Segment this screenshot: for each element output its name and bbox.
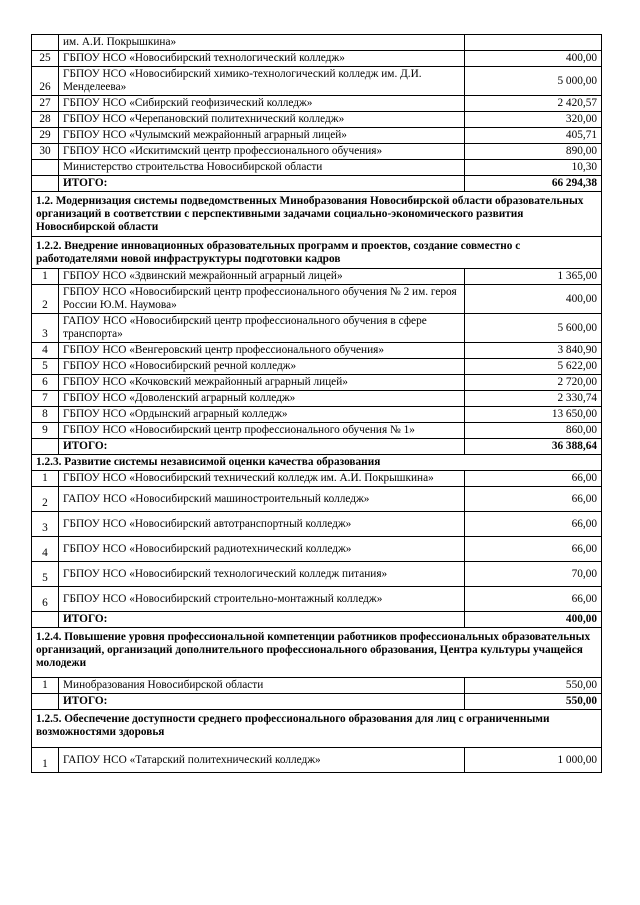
amount: 5 622,00 bbox=[465, 359, 602, 375]
organization-name: ГБПОУ НСО «Кочковский межрайонный аграрный лицей» bbox=[59, 375, 465, 391]
table-row bbox=[32, 269, 602, 285]
subsection-header-row bbox=[32, 455, 602, 471]
subsection-title: 1.2.2. Внедрение инновационных образовательных программ и проектов, создание совместно с работодателями новой инфраструктуры подготовки кадров bbox=[32, 237, 602, 269]
organization-name: ГБПОУ НСО «Сибирский геофизический колледж» bbox=[59, 96, 465, 112]
row-number: 2 bbox=[32, 285, 59, 314]
subsection-header-row bbox=[32, 237, 602, 269]
table-row bbox=[32, 314, 602, 343]
subsection-header-row bbox=[32, 628, 602, 678]
total-row bbox=[32, 612, 602, 628]
table-row bbox=[32, 67, 602, 96]
row-number: 5 bbox=[32, 562, 59, 587]
row-number: 1 bbox=[32, 748, 59, 773]
amount: 70,00 bbox=[465, 562, 602, 587]
row-number bbox=[32, 160, 59, 176]
total-amount: 36 388,64 bbox=[465, 439, 602, 455]
organization-name: Минобразования Новосибирской области bbox=[59, 678, 465, 694]
row-number: 8 bbox=[32, 407, 59, 423]
row-number: 9 bbox=[32, 423, 59, 439]
total-row bbox=[32, 176, 602, 192]
amount: 2 720,00 bbox=[465, 375, 602, 391]
table-row bbox=[32, 144, 602, 160]
amount: 400,00 bbox=[465, 285, 602, 314]
row-number: 29 bbox=[32, 128, 59, 144]
row-number: 25 bbox=[32, 51, 59, 67]
organization-name: ГБПОУ НСО «Здвинский межрайонный аграрный лицей» bbox=[59, 269, 465, 285]
table-row bbox=[32, 35, 602, 51]
organization-name: ГАПОУ НСО «Новосибирский машиностроительный колледж» bbox=[59, 487, 465, 512]
total-label: ИТОГО: bbox=[59, 176, 465, 192]
row-number bbox=[32, 35, 59, 51]
table-row bbox=[32, 375, 602, 391]
row-number: 1 bbox=[32, 269, 59, 285]
table-row bbox=[32, 748, 602, 773]
subsection-header-row bbox=[32, 710, 602, 748]
table-row bbox=[32, 112, 602, 128]
amount: 66,00 bbox=[465, 471, 602, 487]
organization-name: ГБПОУ НСО «Искитимский центр профессионального обучения» bbox=[59, 144, 465, 160]
table-row bbox=[32, 285, 602, 314]
row-number: 30 bbox=[32, 144, 59, 160]
total-row bbox=[32, 694, 602, 710]
amount: 66,00 bbox=[465, 487, 602, 512]
amount: 2 420,57 bbox=[465, 96, 602, 112]
amount: 5 600,00 bbox=[465, 314, 602, 343]
row-number: 28 bbox=[32, 112, 59, 128]
table-row bbox=[32, 487, 602, 512]
subsection-title: 1.2.5. Обеспечение доступности среднего профессионального образования для лиц с ограниченными возможностями здоровья bbox=[32, 710, 602, 748]
table-row bbox=[32, 471, 602, 487]
subsection-title: 1.2.3. Развитие системы независимой оценки качества образования bbox=[32, 455, 602, 471]
amount: 2 330,74 bbox=[465, 391, 602, 407]
organization-name: Министерство строительства Новосибирской области bbox=[59, 160, 465, 176]
table-row bbox=[32, 51, 602, 67]
amount: 3 840,90 bbox=[465, 343, 602, 359]
amount: 66,00 bbox=[465, 537, 602, 562]
organization-name: ГБПОУ НСО «Новосибирский речной колледж» bbox=[59, 359, 465, 375]
section-title: 1.2. Модернизация системы подведомственных Минобразования Новосибирской области образовательных организаций в соответствии с перспективными задачами социально-экономического развития Новосибирской области bbox=[32, 192, 602, 237]
row-number: 3 bbox=[32, 314, 59, 343]
organization-name: ГБПОУ НСО «Ордынский аграрный колледж» bbox=[59, 407, 465, 423]
organization-name: ГБПОУ НСО «Черепановский политехнический колледж» bbox=[59, 112, 465, 128]
table-row bbox=[32, 678, 602, 694]
table-row bbox=[32, 359, 602, 375]
total-label: ИТОГО: bbox=[59, 694, 465, 710]
table-row bbox=[32, 587, 602, 612]
amount bbox=[465, 35, 602, 51]
row-number: 6 bbox=[32, 587, 59, 612]
organization-name: ГБПОУ НСО «Новосибирский радиотехнический колледж» bbox=[59, 537, 465, 562]
amount: 320,00 bbox=[465, 112, 602, 128]
budget-table bbox=[31, 34, 602, 773]
row-number: 1 bbox=[32, 471, 59, 487]
table-row bbox=[32, 423, 602, 439]
total-amount: 400,00 bbox=[465, 612, 602, 628]
organization-name: ГБПОУ НСО «Новосибирский центр профессионального обучения № 1» bbox=[59, 423, 465, 439]
table-row bbox=[32, 128, 602, 144]
row-number: 4 bbox=[32, 343, 59, 359]
organization-name: ГБПОУ НСО «Новосибирский технологический колледж» bbox=[59, 51, 465, 67]
organization-name: ГБПОУ НСО «Новосибирский технологический колледж питания» bbox=[59, 562, 465, 587]
organization-name: ГБПОУ НСО «Чулымский межрайонный аграрный лицей» bbox=[59, 128, 465, 144]
organization-name: ГБПОУ НСО «Новосибирский строительно-монтажный колледж» bbox=[59, 587, 465, 612]
organization-name: ГАПОУ НСО «Татарский политехнический колледж» bbox=[59, 748, 465, 773]
row-number: 27 bbox=[32, 96, 59, 112]
amount: 550,00 bbox=[465, 678, 602, 694]
row-number: 5 bbox=[32, 359, 59, 375]
organization-name: ГАПОУ НСО «Новосибирский центр профессионального обучения в сфере транспорта» bbox=[59, 314, 465, 343]
table-row bbox=[32, 96, 602, 112]
organization-name: ГБПОУ НСО «Новосибирский технический колледж им. А.И. Покрышкина» bbox=[59, 471, 465, 487]
table-row bbox=[32, 160, 602, 176]
organization-name: ГБПОУ НСО «Доволенский аграрный колледж» bbox=[59, 391, 465, 407]
row-number: 26 bbox=[32, 67, 59, 96]
amount: 1 365,00 bbox=[465, 269, 602, 285]
amount: 10,30 bbox=[465, 160, 602, 176]
total-row bbox=[32, 439, 602, 455]
total-label: ИТОГО: bbox=[59, 612, 465, 628]
table-row bbox=[32, 407, 602, 423]
row-number: 7 bbox=[32, 391, 59, 407]
amount: 405,71 bbox=[465, 128, 602, 144]
row-number: 3 bbox=[32, 512, 59, 537]
total-amount: 550,00 bbox=[465, 694, 602, 710]
row-number: 1 bbox=[32, 678, 59, 694]
total-amount: 66 294,38 bbox=[465, 176, 602, 192]
row-number: 6 bbox=[32, 375, 59, 391]
organization-name: ГБПОУ НСО «Венгеровский центр профессионального обучения» bbox=[59, 343, 465, 359]
amount: 860,00 bbox=[465, 423, 602, 439]
amount: 1 000,00 bbox=[465, 748, 602, 773]
amount: 13 650,00 bbox=[465, 407, 602, 423]
subsection-title: 1.2.4. Повышение уровня профессиональной компетенции работников профессиональных образовательных организаций, организаций дополнительного профессионального образования, Центра культуры учащейся молодежи bbox=[32, 628, 602, 678]
amount: 400,00 bbox=[465, 51, 602, 67]
amount: 66,00 bbox=[465, 587, 602, 612]
amount: 890,00 bbox=[465, 144, 602, 160]
document-page bbox=[31, 34, 602, 773]
section-header-row bbox=[32, 192, 602, 237]
table-row bbox=[32, 512, 602, 537]
table-row bbox=[32, 343, 602, 359]
total-label: ИТОГО: bbox=[59, 439, 465, 455]
organization-name: ГБПОУ НСО «Новосибирский химико-технологический колледж им. Д.И. Менделеева» bbox=[59, 67, 465, 96]
row-number: 4 bbox=[32, 537, 59, 562]
row-number: 2 bbox=[32, 487, 59, 512]
organization-name: ГБПОУ НСО «Новосибирский автотранспортный колледж» bbox=[59, 512, 465, 537]
table-row bbox=[32, 562, 602, 587]
amount: 66,00 bbox=[465, 512, 602, 537]
table-row bbox=[32, 391, 602, 407]
organization-name: им. А.И. Покрышкина» bbox=[59, 35, 465, 51]
table-row bbox=[32, 537, 602, 562]
organization-name: ГБПОУ НСО «Новосибирский центр профессионального обучения № 2 им. героя России Ю.М. Наумова» bbox=[59, 285, 465, 314]
amount: 5 000,00 bbox=[465, 67, 602, 96]
